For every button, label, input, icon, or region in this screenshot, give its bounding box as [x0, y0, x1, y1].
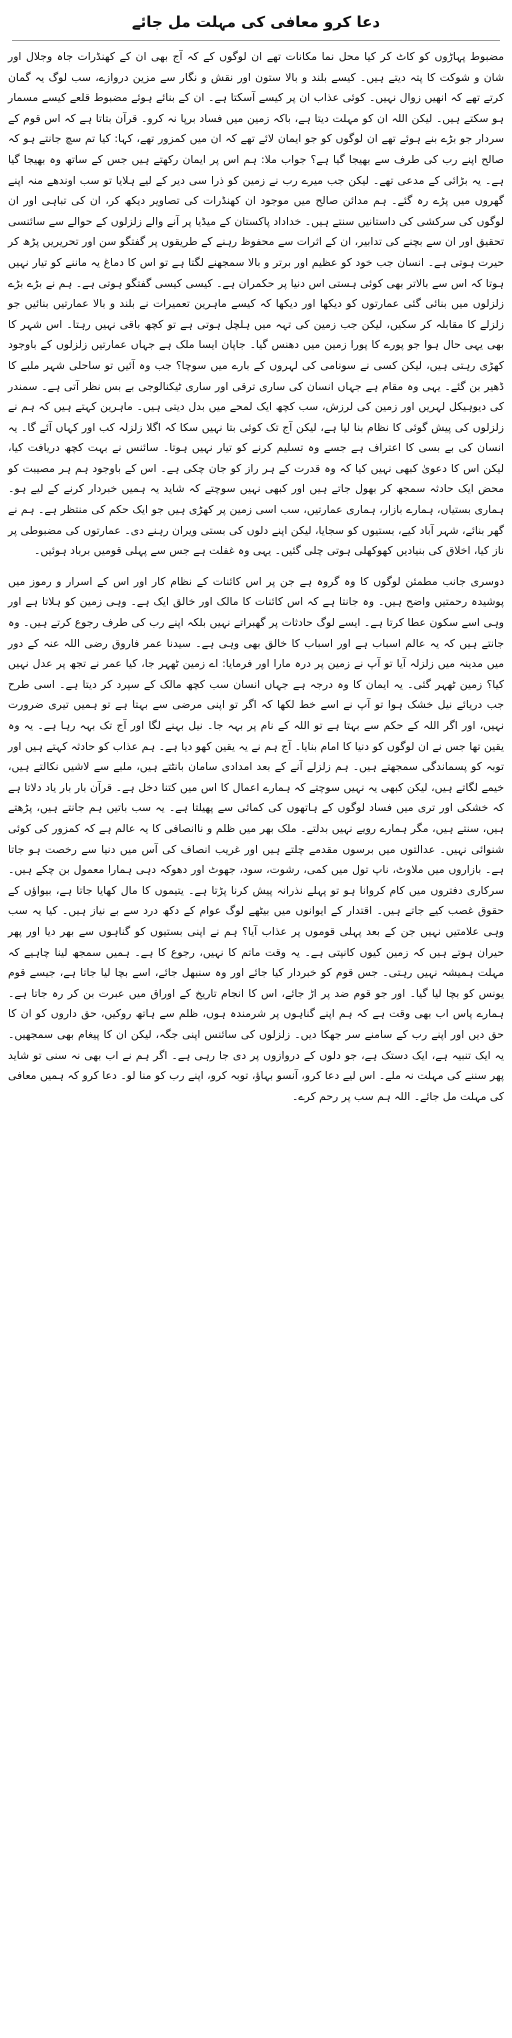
- title-divider: [12, 40, 500, 41]
- paragraph: دوسری جانب مطمئن لوگوں کا وہ گروہ ہے جن پر اس کائنات کے نظام کار اور اس کے اسرار و رموز میں پوشیدہ رحمتیں واضح ہیں۔ وہ جانتا ہے کہ اس کائنات کا مالک اور خالق ایک ہے۔ وہی زمین کو ہلاتا ہے اور وہی اسے سکون عطا کرتا ہے۔ ایسے لوگ حادثات پر گھبراتے نہیں بلکہ اپنے رب کی طرف رجوع کرتے ہیں۔ وہ جانتے ہیں کہ یہ عالم اسباب ہے اور اسباب کا خالق بھی وہی ہے۔ سیدنا عمر فاروق رضی اللہ عنہ کے دور میں مدینہ میں زلزلہ آیا تو آپ نے زمین پر درہ مارا اور فرمایا: اے زمین ٹھہر جا، کیا عمر نے تجھ پر عدل نہیں کیا؟ زمین ٹھہر گئی۔ یہ ایمان کا وہ درجہ ہے جہاں انسان سب کچھ مالک کے سپرد کر دیتا ہے۔ اسی طرح جب دریائے نیل خشک ہوا تو آپ نے اسے خط لکھا کہ اگر تو اپنی مرضی سے بہتا ہے تو ہمیں تیری ضرورت نہیں، اور اگر اللہ کے حکم سے بہتا ہے تو اللہ کے نام پر بہہ جا۔ نیل بہنے لگا اور آج تک بہہ رہا ہے۔ یہ وہ یقین تھا جس نے ان لوگوں کو دنیا کا امام بنایا۔ آج ہم نے یہ یقین کھو دیا ہے۔ ہم عذاب کو حادثہ کہتے ہیں اور توبہ کو پسماندگی سمجھتے ہیں۔ ہم زلزلے آنے کے بعد امدادی سامان بانٹتے ہیں، ملبے سے لاشیں نکالتے ہیں، خیمے لگاتے ہیں، لیکن کبھی یہ نہیں سوچتے کہ ہمارے اعمال کا اس میں کتنا دخل ہے۔ قرآن بار بار یاد دلاتا ہے کہ خشکی اور تری میں فساد لوگوں کے ہاتھوں کی کمائی سے پھیلتا ہے۔ یہ سب باتیں ہم جانتے ہیں، پڑھتے ہیں، سنتے ہیں، مگر ہمارے رویے نہیں بدلتے۔ ملک بھر میں ظلم و ناانصافی کا یہ عالم ہے کہ کمزور کی کوئی شنوائی نہیں۔ عدالتوں میں برسوں مقدمے چلتے ہیں اور غریب انصاف کی آس میں دنیا سے رخصت ہو جاتا ہے۔ بازاروں میں ملاوٹ، ناپ تول میں کمی، رشوت، سود، جھوٹ اور دھوکہ دہی ہمارا معمول بن چکے ہیں۔ سرکاری دفتروں میں کام کروانا ہو تو پہلے نذرانہ پیش کرنا پڑتا ہے۔ یتیموں کا مال کھایا جاتا ہے، بیواؤں کے حقوق غصب کیے جاتے ہیں۔ اقتدار کے ایوانوں میں بیٹھے لوگ عوام کے دکھ درد سے بے نیاز ہیں۔ کیا یہ سب وہی علامتیں نہیں جن کے بعد پہلی قوموں پر عذاب آیا؟ ہم نے اپنی بستیوں کو گناہوں سے بھر دیا اور پھر حیران ہوتے ہیں کہ زمین کیوں کانپتی ہے۔ یہ وقت ماتم کا نہیں، رجوع کا ہے۔ ہمیں سمجھ لینا چاہیے کہ مہلت ہمیشہ نہیں رہتی۔ جس قوم کو خبردار کیا جائے اور وہ سنبھل جائے، اسے بچا لیا جاتا ہے، جیسے قوم یونس کو بچا لیا گیا۔ اور جو قوم ضد پر اڑ جائے، اس کا انجام تاریخ کے اوراق میں عبرت بن کر رہ جاتا ہے۔ ہمارے پاس اب بھی وقت ہے کہ ہم اپنے گناہوں پر شرمندہ ہوں، ظلم سے ہاتھ روکیں، حق داروں کو ان کا حق دیں اور اپنے رب کے سامنے سر جھکا دیں۔ زلزلوں کی سائنس اپنی جگہ، لیکن ان کا پیغام بھی سمجھیں۔ یہ ایک تنبیہ ہے، ایک دستک ہے، جو دلوں کے دروازوں پر دی جا رہی ہے۔ اگر ہم نے اب بھی نہ سنی تو شاید پھر سننے کی مہلت نہ ملے۔ اس لیے دعا کرو، آنسو بہاؤ، توبہ کرو، اپنے رب کو منا لو۔ دعا کرو کہ ہمیں معافی کی مہلت مل جائے۔ اللہ ہم سب پر رحم کرے۔: [8, 574, 504, 1103]
- title-area: [8, 6, 504, 40]
- paragraph: مضبوط پہاڑوں کو کاٹ کر کیا محل نما مکانات تھے ان لوگوں کے کہ آج بھی ان کے کھنڈرات جاہ وجلال اور شان و شوکت کا پتہ دیتے ہیں۔ کیسے بلند و بالا ستون اور نقش و نگار سے مزین دروازے، سب لوگ یہ گمان کرتے تھے کہ انھیں زوال نہیں۔ کوئی عذاب ان پر کیسے آسکتا ہے۔ ان کے بنائے ہوئے مضبوط قلعے کیسے مسمار ہو سکتے ہیں۔ لیکن اللہ ان کو مہلت دیتا ہے، باکہ زمین میں فساد برپا نہ کرو۔ قرآن بتاتا ہے کہ اس قوم کے سردار جو بڑے بنے ہوئے تھے ان لوگوں کو جو ایمان لائے تھے کہ ان میں کمزور تھے، کہا: کیا تم سچ جانتے ہو کہ صالح اپنے رب کی طرف سے بھیجا گیا ہے؟ جواب ملا: ہم اس پر ایمان رکھتے ہیں جس کے ساتھ وہ بھیجا گیا ہے۔ یہ بڑائی کے مدعی تھے۔ لیکن جب میرے رب نے زمین کو ذرا سی دیر کے لیے ہلایا تو سب اوندھے منہ اپنے گھروں میں پڑے رہ گئے۔ ہم مدائن صالح میں موجود ان کھنڈرات کی تصاویر دیکھ کر، ان کی تباہی اور ان لوگوں کی سرکشی کی داستانیں سنتے ہیں۔ خداداد پاکستان کے میڈیا پر آنے والے زلزلوں کے حوالے سے سائنسی تحقیق اور ان سے بچنے کی تدابیر، ان کے اثرات سے محفوظ رہنے کے طریقوں پر گفتگو سن اور تحریریں پڑھ کر حیرت ہوتی ہے۔ انسان جب خود کو عظیم اور برتر و بالا سمجھنے لگتا ہے تو اس کا دماغ یہ ماننے کو تیار نہیں ہوتا کہ اس سے بالاتر بھی کوئی ہستی اس دنیا پر حکمران ہے۔ کیسی کیسی گفتگو ہوتی ہے۔ ہم نے بڑے بڑے زلزلوں میں بنائی گئی عمارتوں کو دیکھا اور دیکھا کہ کیسے ماہرین تعمیرات نے بلند و بالا عمارتیں بنائیں جو زلزلے کا مقابلہ کر سکیں، لیکن جب زمین کی تہہ میں ہلچل ہوتی ہے تو کچھ باقی نہیں رہتا۔ اس شہر کا بھی یہی حال ہوا جو پورے کا پورا زمین میں دھنس گیا۔ جاپان ایسا ملک ہے جہاں عمارتیں زلزلوں کے باوجود کھڑی رہتی ہیں، لیکن کسی نے سونامی کی لہروں کے بارے میں سوچا؟ جب وہ آئیں تو ساحلی شہر ملبے کا ڈھیر بن گئے۔ یہی وہ مقام ہے جہاں انسان کی ساری ترقی اور ساری ٹیکنالوجی بے بس نظر آتی ہے۔ سمندر کی دیوہیکل لہریں اور زمین کی لرزش، سب کچھ ایک لمحے میں بدل دیتی ہیں۔ ماہرین کہتے ہیں کہ ہم نے زلزلوں کی پیش گوئی کا نظام بنا لیا ہے، لیکن آج تک کوئی بتا نہیں سکا کہ اگلا زلزلہ کب اور کہاں آئے گا۔ یہ انسان کی بے بسی کا اعتراف ہے جسے وہ تسلیم کرنے کو تیار نہیں ہوتا۔ سائنس نے بہت کچھ دریافت کیا، لیکن اس کا دعویٰ کبھی نہیں کیا کہ وہ قدرت کے ہر راز کو جان چکی ہے۔ اس کے باوجود ہم ہر مصیبت کو محض ایک حادثہ سمجھ کر بھول جاتے ہیں اور کبھی نہیں سوچتے کہ شاید یہ ہمیں خبردار کرنے کے لیے ہو۔ ہماری بستیاں، ہمارے بازار، ہماری عمارتیں، سب اسی زمین پر کھڑی ہیں جو ایک حکم کی منتظر ہے۔ ہم نے گھر بنائے، شہر آباد کیے، بستیوں کو سجایا، لیکن اپنے دلوں کی بستی ویران رہنے دی۔ عمارتوں کی مضبوطی پر ناز کیا، اخلاق کی بنیادیں کھوکھلی ہوتی چلی گئیں۔ یہی وہ غفلت ہے جس سے پہلی قومیں برباد ہوئیں۔: [8, 50, 504, 558]
- article-title: دعا کرو معافی کی مہلت مل جائے: [131, 12, 381, 31]
- article-body: [8, 47, 504, 1107]
